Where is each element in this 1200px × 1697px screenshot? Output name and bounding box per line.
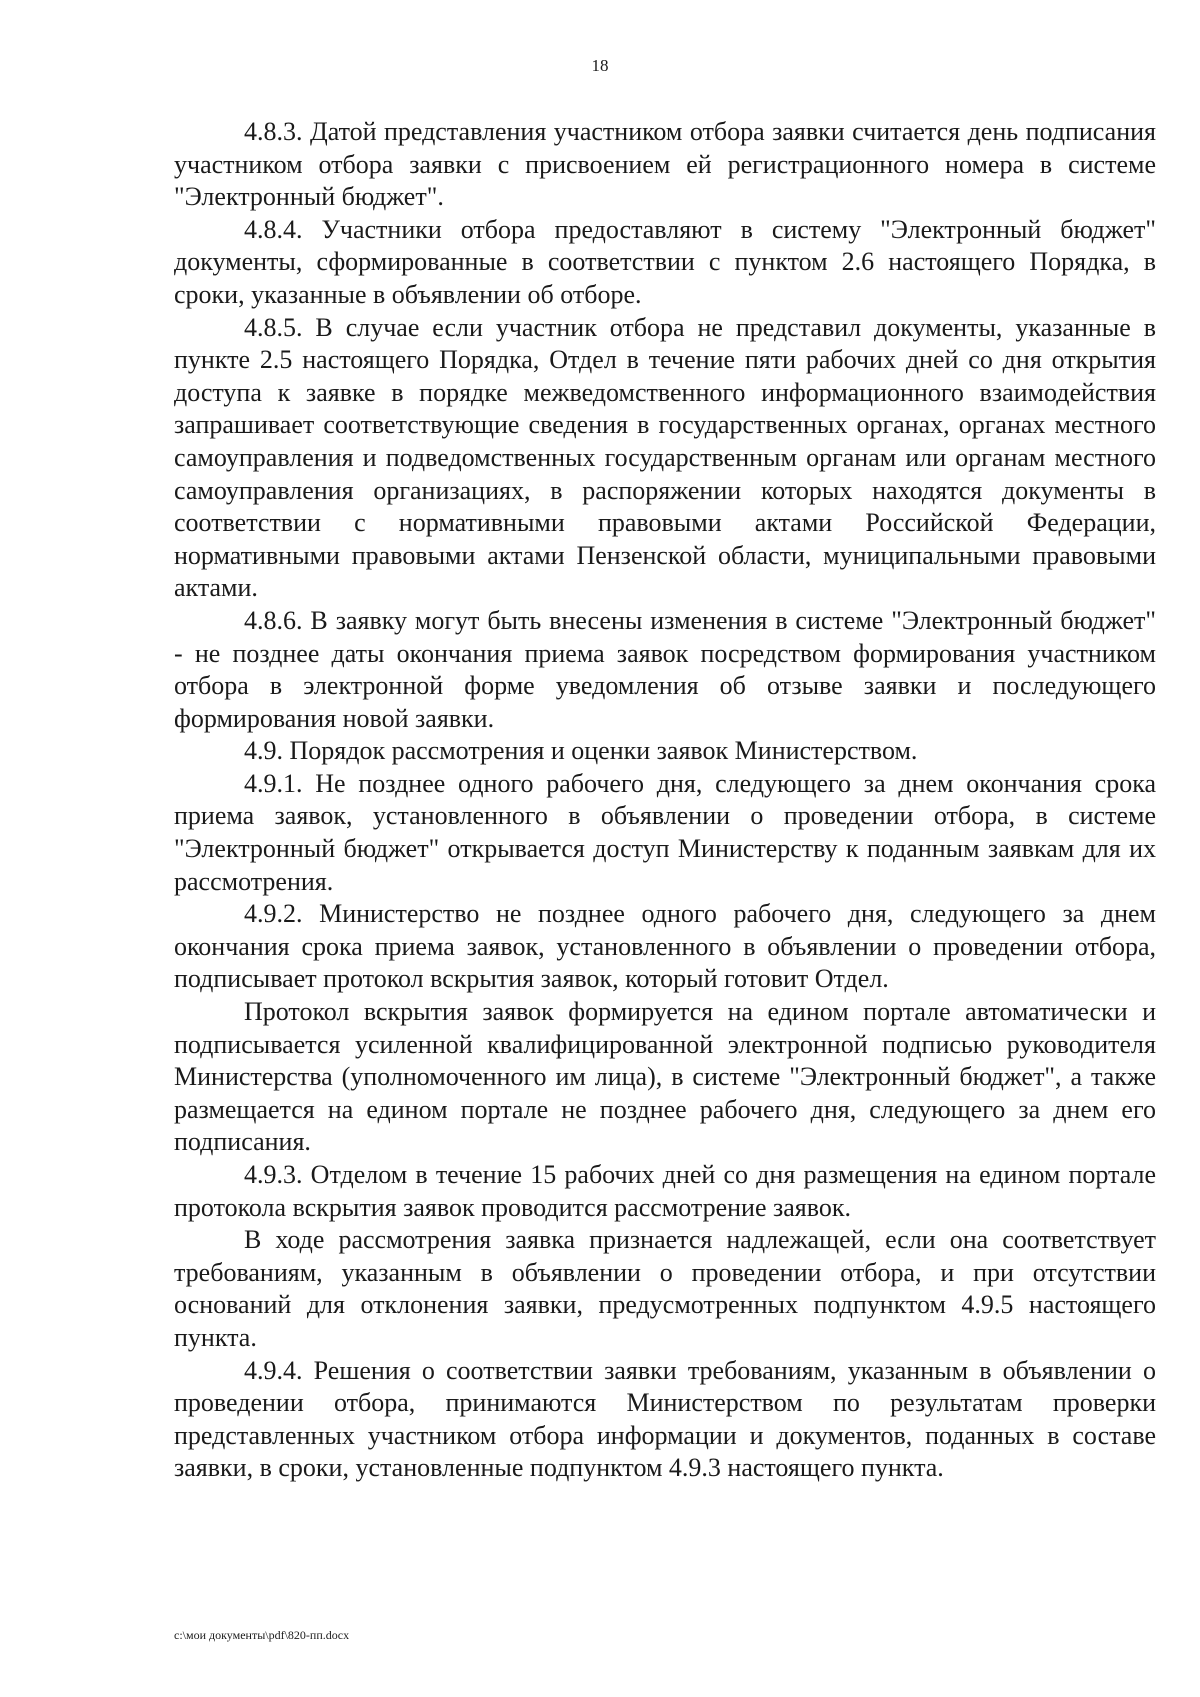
footer-file-path: c:\мои документы\pdf\820-пп.docx [174,1628,350,1642]
paragraph-4-9: 4.9. Порядок рассмотрения и оценки заявок Министерством. [244,736,918,766]
paragraph-protocol: Протокол вскрытия заявок формируется на едином портале автоматически и подписывается усиленной квалифицированной электронной подписью руководителя Министерства (уполномоченного им лица), в системе "Электронный бюджет", а также размещается на едином портале не позднее рабочего дня, следующего за днем его подписания. [174,997,1156,1157]
paragraph-review: В ходе рассмотрения заявка признается надлежащей, если она соответствует требованиям, указанным в объявлении о проведении отбора, и при отсутствии оснований для отклонения заявки, предусмотренных подпунктом 4.9.5 настоящего пункта. [174,1225,1156,1352]
paragraph-4-8-4: 4.8.4. Участники отбора предоставляют в систему "Электронный бюджет" документы, сформированные в соответствии с пунктом 2.6 настоящего Порядка, в сроки, указанные в объявлении об отборе. [174,214,1156,309]
paragraph-4-8-3: 4.8.3. Датой представления участником отбора заявки считается день подписания участником отбора заявки с присвоением ей регистрационного номера в системе "Электронный бюджет". [174,117,1156,212]
paragraph-4-9-2: 4.9.2. Министерство не позднее одного рабочего дня, следующего за днем окончания срока приема заявок, установленного в объявлении о проведении отбора, подписывает протокол вскрытия заявок, который готовит Отдел. [174,899,1156,994]
page-number: 18 [591,56,609,75]
document-body [174,116,1156,1485]
paragraph-4-8-6: 4.8.6. В заявку могут быть внесены изменения в системе "Электронный бюджет" - не позднее даты окончания приема заявок посредством формирования участником отбора в электронной форме уведомления об отзыве заявки и последующего формирования новой заявки. [174,605,1156,733]
paragraph-4-8-5: 4.8.5. В случае если участник отбора не представил документы, указанные в пункте 2.5 настоящего Порядка, Отдел в течение пяти рабочих дней со дня открытия доступа к заявке в порядке межведомственного информационного взаимодействия запрашивает соответствующие сведения в государственных органах, органах местного самоуправления и подведомственных государственным органам или органам местного самоуправления организациях, в распоряжении которых находятся документы в соответствии с нормативными правовыми актами Российской Федерации, нормативными правовыми актами Пензенской области, муниципальными правовыми актами. [174,312,1156,603]
paragraph-4-9-4: 4.9.4. Решения о соответствии заявки требованиям, указанным в объявлении о проведении отбора, принимаются Министерством по результатам проверки представленных участником отбора информации и документов, поданных в составе заявки, в сроки, установленные подпунктом 4.9.3 настоящего пункта. [174,1355,1156,1483]
paragraph-4-9-3: 4.9.3. Отделом в течение 15 рабочих дней со дня размещения на едином портале протокола вскрытия заявок проводится рассмотрение заявок. [174,1160,1156,1222]
paragraph-4-9-1: 4.9.1. Не позднее одного рабочего дня, следующего за днем окончания срока приема заявок, установленного в объявлении о проведении отбора, в системе "Электронный бюджет" открывается доступ Министерству к поданным заявкам для их рассмотрения. [174,768,1156,896]
